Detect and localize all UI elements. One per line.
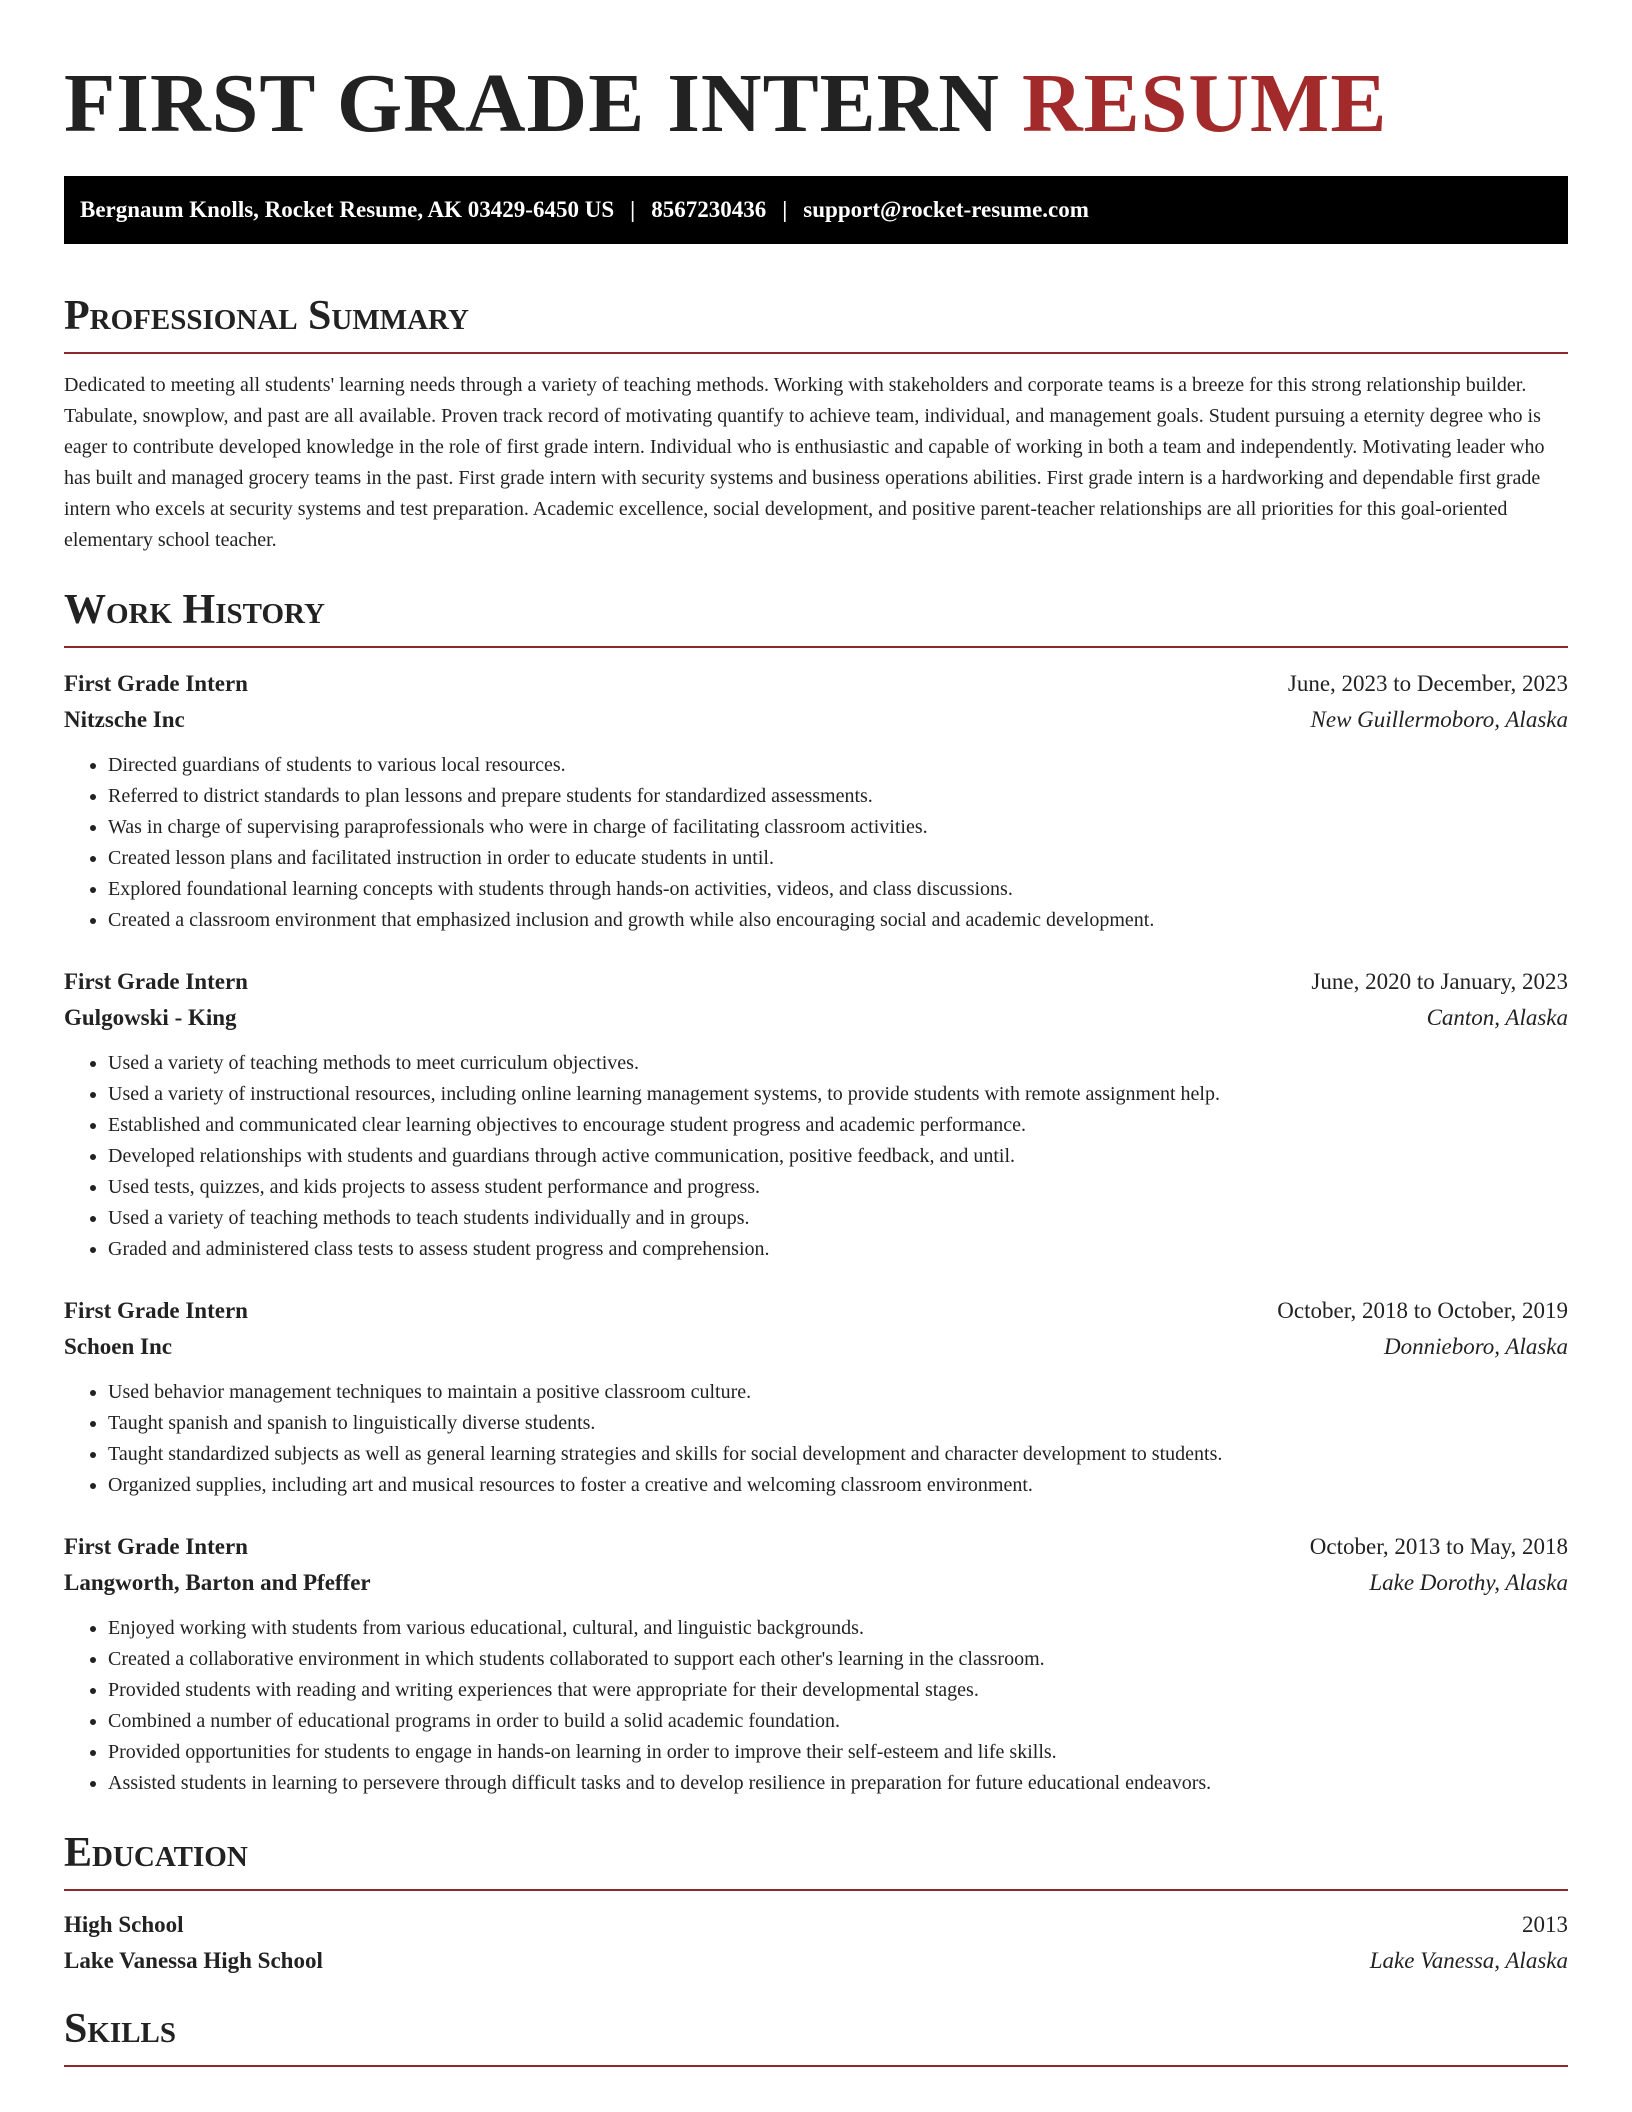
- job-company: Gulgowski - King: [64, 1005, 237, 1030]
- job-bullet: • Provided students with reading and writing experiences that were appropriate for their developmental stages.: [108, 1675, 1568, 1706]
- contact-phone: 8567230436: [651, 197, 767, 222]
- contact-separator: |: [630, 197, 636, 222]
- job-bullet: • Created a collaborative environment in which students collaborated to support each other's learning in the classroom.: [108, 1644, 1568, 1675]
- job-entry: [64, 964, 1568, 1265]
- job-bullet: • Combined a number of educational programs in order to build a solid academic foundation.: [108, 1706, 1568, 1737]
- job-bullets: [64, 750, 1568, 936]
- job-title: First Grade Intern: [64, 1298, 248, 1323]
- education-year: 2013: [1522, 1912, 1568, 1937]
- job-dates: June, 2023 to December, 2023: [1287, 671, 1568, 696]
- job-bullet: • Organized supplies, including art and musical resources to foster a creative and welcoming classroom environment.: [108, 1470, 1568, 1501]
- job-entry: [64, 1529, 1568, 1799]
- job-bullet: • Created a classroom environment that emphasized inclusion and growth while also encouraging social and academic development.: [108, 905, 1568, 936]
- job-dates: October, 2018 to October, 2019: [1277, 1298, 1568, 1323]
- job-location: New Guillermoboro, Alaska: [1310, 707, 1568, 732]
- job-bullet: • Used behavior management techniques to maintain a positive classroom culture.: [108, 1377, 1568, 1408]
- job-bullet: • Used a variety of teaching methods to teach students individually and in groups.: [108, 1203, 1568, 1234]
- summary-heading: Professional Summary: [64, 290, 1568, 354]
- skills-section: [64, 2003, 1568, 2067]
- job-bullet: • Used tests, quizzes, and kids projects to assess student performance and progress.: [108, 1172, 1568, 1203]
- job-location: Donnieboro, Alaska: [1384, 1334, 1568, 1359]
- job-bullets: [64, 1377, 1568, 1501]
- contact-address: Bergnaum Knolls, Rocket Resume, AK 03429-6450 US: [80, 197, 615, 222]
- job-bullets: [64, 1048, 1568, 1265]
- job-bullet: • Was in charge of supervising paraprofessionals who were in charge of facilitating classroom activities.: [108, 812, 1568, 843]
- job-bullet: • Created lesson plans and facilitated instruction in order to educate students in until.: [108, 843, 1568, 874]
- professional-summary-section: [64, 290, 1568, 556]
- job-bullets: [64, 1613, 1568, 1799]
- job-bullet: • Directed guardians of students to various local resources.: [108, 750, 1568, 781]
- education-school: Lake Vanessa High School: [64, 1948, 323, 1973]
- job-bullet: • Graded and administered class tests to assess student progress and comprehension.: [108, 1234, 1568, 1265]
- education-location: Lake Vanessa, Alaska: [1369, 1948, 1568, 1973]
- contact-separator: |: [782, 197, 788, 222]
- contact-bar: [64, 176, 1568, 244]
- job-company: Langworth, Barton and Pfeffer: [64, 1570, 371, 1595]
- job-company: Nitzsche Inc: [64, 707, 185, 732]
- education-entry: [64, 1907, 1568, 1979]
- resume-title: [64, 0, 1568, 152]
- education-heading: Education: [64, 1827, 1568, 1891]
- job-entry: [64, 666, 1568, 936]
- contact-email: support@rocket-resume.com: [803, 197, 1089, 222]
- job-title: First Grade Intern: [64, 969, 248, 994]
- job-bullet: • Taught spanish and spanish to linguistically diverse students.: [108, 1408, 1568, 1439]
- education-section: [64, 1827, 1568, 1979]
- job-dates: October, 2013 to May, 2018: [1309, 1534, 1568, 1559]
- job-bullet: • Taught standardized subjects as well as general learning strategies and skills for social development and character development to students.: [108, 1439, 1568, 1470]
- job-bullet: • Used a variety of instructional resources, including online learning management systems, to provide students with remote assignment help.: [108, 1079, 1568, 1110]
- job-location: Lake Dorothy, Alaska: [1369, 1570, 1568, 1595]
- title-accent: RESUME: [1021, 57, 1388, 150]
- education-degree: High School: [64, 1912, 184, 1937]
- job-bullet: • Developed relationships with students and guardians through active communication, positive feedback, and until.: [108, 1141, 1568, 1172]
- job-bullet: • Referred to district standards to plan lessons and prepare students for standardized assessments.: [108, 781, 1568, 812]
- job-bullet: • Enjoyed working with students from various educational, cultural, and linguistic backgrounds.: [108, 1613, 1568, 1644]
- job-title: First Grade Intern: [64, 671, 248, 696]
- title-main: FIRST GRADE INTERN: [64, 57, 1000, 150]
- work-history-section: [64, 584, 1568, 1799]
- job-bullet: • Provided opportunities for students to engage in hands-on learning in order to improve their self-esteem and life skills.: [108, 1737, 1568, 1768]
- skills-heading: Skills: [64, 2003, 1568, 2067]
- job-bullet: • Established and communicated clear learning objectives to encourage student progress and academic performance.: [108, 1110, 1568, 1141]
- job-company: Schoen Inc: [64, 1334, 172, 1359]
- job-bullet: • Assisted students in learning to persevere through difficult tasks and to develop resilience in preparation for future educational endeavors.: [108, 1768, 1568, 1799]
- job-title: First Grade Intern: [64, 1534, 248, 1559]
- job-bullet: • Explored foundational learning concepts with students through hands-on activities, videos, and class discussions.: [108, 874, 1568, 905]
- job-entry: [64, 1293, 1568, 1501]
- job-bullet: • Used a variety of teaching methods to meet curriculum objectives.: [108, 1048, 1568, 1079]
- job-location: Canton, Alaska: [1426, 1005, 1568, 1030]
- job-dates: June, 2020 to January, 2023: [1311, 969, 1568, 994]
- work-history-heading: Work History: [64, 584, 1568, 648]
- summary-text: Dedicated to meeting all students' learning needs through a variety of teaching methods. Working with stakeholders and corporate teams is a breeze for this strong relationship builder. Tabulate, snowplow, and past are all available. Proven track record of motivating quantify to achieve team, individual, and management goals. Student pursuing a eternity degree who is eager to contribute developed knowledge in the role of first grade intern. Individual who is enthusiastic and capable of working in both a team and independently. Motivating leader who has built and managed grocery teams in the past. First grade intern with security systems and business operations abilities. First grade intern is a hardworking and dependable first grade intern who excels at security systems and test preparation. Academic excellence, social development, and positive parent-teacher relationships are all priorities for this goal-oriented elementary school teacher.: [64, 374, 1545, 551]
